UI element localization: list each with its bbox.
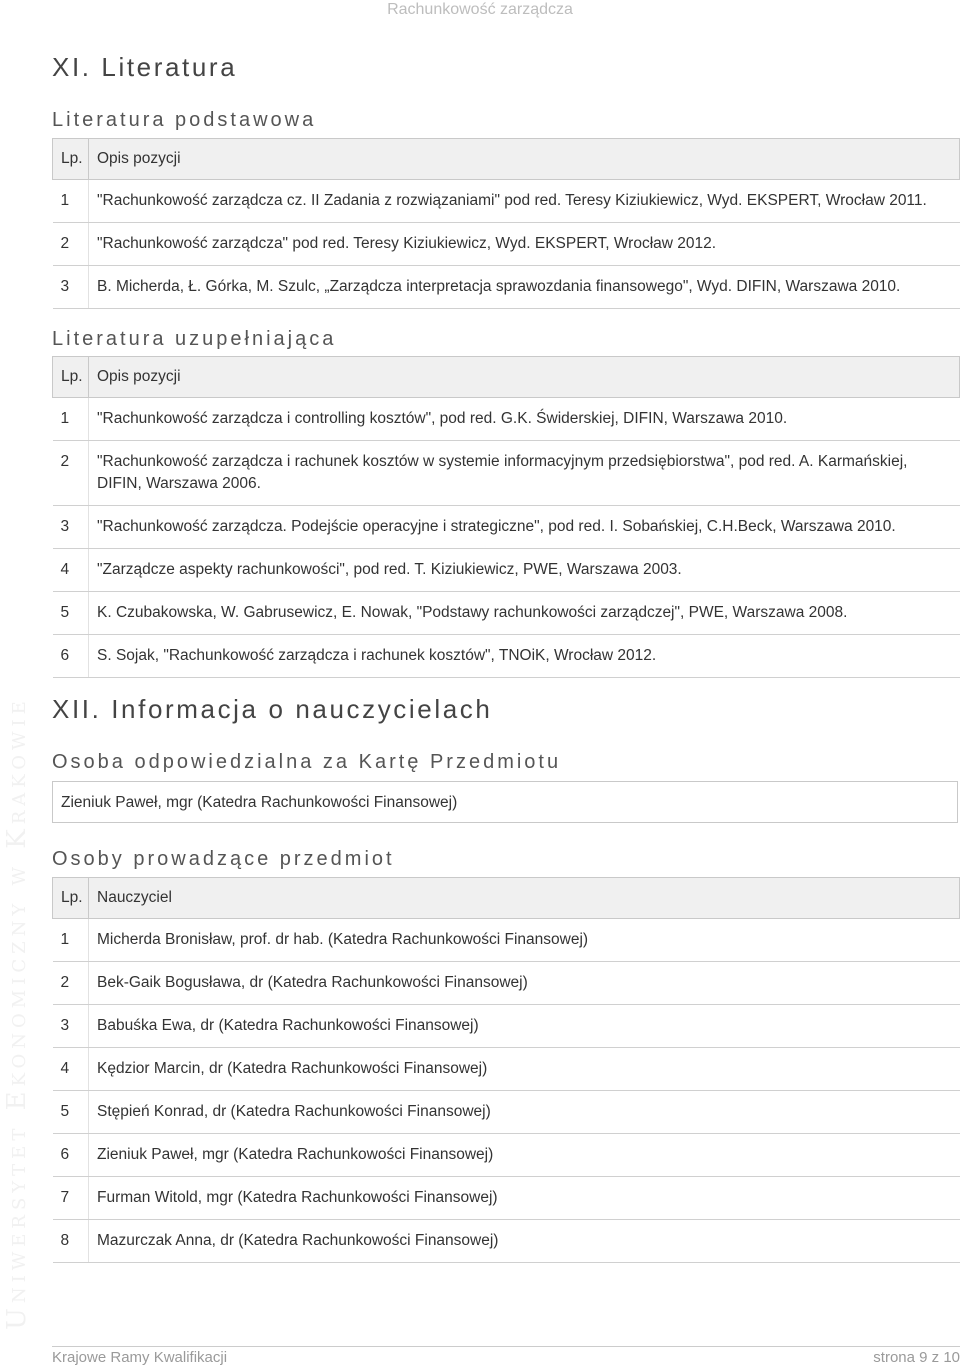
- row-number: 1: [53, 919, 89, 962]
- row-number: 5: [53, 1091, 89, 1134]
- row-description: "Rachunkowość zarządcza i controlling kosztów", pod red. G.K. Świderskiej, DIFIN, Warszawa 2010.: [89, 398, 960, 441]
- row-teacher: Mazurczak Anna, dr (Katedra Rachunkowości Finansowej): [89, 1220, 960, 1263]
- row-number: 8: [53, 1220, 89, 1263]
- row-teacher: Kędzior Marcin, dr (Katedra Rachunkowości Finansowej): [89, 1048, 960, 1091]
- table-row: [53, 180, 960, 223]
- column-header-description: Opis pozycji: [89, 357, 960, 398]
- row-number: 4: [53, 549, 89, 592]
- table-header-row: [53, 357, 960, 398]
- responsible-person-box: Zieniuk Paweł, mgr (Katedra Rachunkowości Finansowej): [52, 781, 958, 823]
- row-number: 3: [53, 266, 89, 309]
- column-header-lp: Lp.: [53, 878, 89, 919]
- row-description: "Rachunkowość zarządcza i rachunek kosztów w systemie informacyjnym przedsiębiorstwa", pod red. A. Karmańskiej, DIFIN, Warszawa 2006.: [89, 441, 960, 506]
- table-row: [53, 635, 960, 678]
- table-header-row: [53, 878, 960, 919]
- table-row: [53, 592, 960, 635]
- page-header: Rachunkowość zarządcza: [387, 1, 573, 18]
- row-description: K. Czubakowska, W. Gabrusewicz, E. Nowak, "Podstawy rachunkowości zarządczej", PWE, Warszawa 2008.: [89, 592, 960, 635]
- column-header-lp: Lp.: [53, 357, 89, 398]
- row-teacher: Furman Witold, mgr (Katedra Rachunkowości Finansowej): [89, 1177, 960, 1220]
- row-description: "Zarządcze aspekty rachunkowości", pod red. T. Kiziukiewicz, PWE, Warszawa 2003.: [89, 549, 960, 592]
- row-number: 1: [53, 180, 89, 223]
- table-row: [53, 441, 960, 506]
- row-number: 5: [53, 592, 89, 635]
- row-description: "Rachunkowość zarządcza" pod red. Teresy Kiziukiewicz, Wyd. EKSPERT, Wrocław 2012.: [89, 223, 960, 266]
- table-header-row: [53, 139, 960, 180]
- row-description: S. Sojak, "Rachunkowość zarządcza i rachunek kosztów", TNOiK, Wrocław 2012.: [89, 635, 960, 678]
- table-row: [53, 398, 960, 441]
- row-teacher: Babuśka Ewa, dr (Katedra Rachunkowości Finansowej): [89, 1005, 960, 1048]
- supplementary-literature-table: [52, 356, 960, 678]
- basic-literature-title: Literatura podstawowa: [52, 109, 317, 131]
- row-description: "Rachunkowość zarządcza cz. II Zadania z rozwiązaniami" pod red. Teresy Kiziukiewicz, Wyd. EKSPERT, Wrocław 2011.: [89, 180, 960, 223]
- column-header-lp: Lp.: [53, 139, 89, 180]
- table-row: [53, 1220, 960, 1263]
- row-teacher: Bek-Gaik Bogusława, dr (Katedra Rachunkowości Finansowej): [89, 962, 960, 1005]
- row-number: 2: [53, 441, 89, 506]
- table-row: [53, 223, 960, 266]
- table-row: [53, 1048, 960, 1091]
- row-teacher: Stępień Konrad, dr (Katedra Rachunkowości Finansowej): [89, 1091, 960, 1134]
- row-number: 2: [53, 223, 89, 266]
- teachers-title: Osoby prowadzące przedmiot: [52, 848, 395, 870]
- table-row: [53, 1134, 960, 1177]
- table-row: [53, 1177, 960, 1220]
- footer-left-text: Krajowe Ramy Kwalifikacji: [52, 1349, 228, 1366]
- row-description: B. Micherda, Ł. Górka, M. Szulc, „Zarządcza interpretacja sprawozdania finansowego", Wyd. DIFIN, Warszawa 2010.: [89, 266, 960, 309]
- supplementary-literature-title: Literatura uzupełniająca: [52, 328, 337, 350]
- table-row: [53, 266, 960, 309]
- row-number: 6: [53, 635, 89, 678]
- row-number: 3: [53, 506, 89, 549]
- teachers-table: [52, 877, 960, 1263]
- row-teacher: Zieniuk Paweł, mgr (Katedra Rachunkowości Finansowej): [89, 1134, 960, 1177]
- row-number: 4: [53, 1048, 89, 1091]
- row-teacher: Micherda Bronisław, prof. dr hab. (Katedra Rachunkowości Finansowej): [89, 919, 960, 962]
- page-number: strona 9 z 10: [873, 1349, 960, 1366]
- section-xi-title: XI. Literatura: [52, 52, 238, 82]
- column-header-teacher: Nauczyciel: [89, 878, 960, 919]
- responsible-person-title: Osoba odpowiedzialna za Kartę Przedmiotu: [52, 751, 562, 773]
- page-footer: [52, 1346, 960, 1367]
- row-number: 1: [53, 398, 89, 441]
- table-row: [53, 549, 960, 592]
- column-header-description: Opis pozycji: [89, 139, 960, 180]
- table-row: [53, 962, 960, 1005]
- table-row: [53, 506, 960, 549]
- table-row: [53, 919, 960, 962]
- section-xii-title: XII. Informacja o nauczycielach: [52, 694, 493, 724]
- row-number: 2: [53, 962, 89, 1005]
- table-row: [53, 1091, 960, 1134]
- row-description: "Rachunkowość zarządcza. Podejście operacyjne i strategiczne", pod red. I. Sobańskiej, C.H.Beck, Warszawa 2010.: [89, 506, 960, 549]
- basic-literature-table: [52, 138, 960, 309]
- table-row: [53, 1005, 960, 1048]
- row-number: 3: [53, 1005, 89, 1048]
- row-number: 7: [53, 1177, 89, 1220]
- row-number: 6: [53, 1134, 89, 1177]
- university-watermark: Uniwersytet Ekonomiczny w Krakowie: [2, 696, 32, 1330]
